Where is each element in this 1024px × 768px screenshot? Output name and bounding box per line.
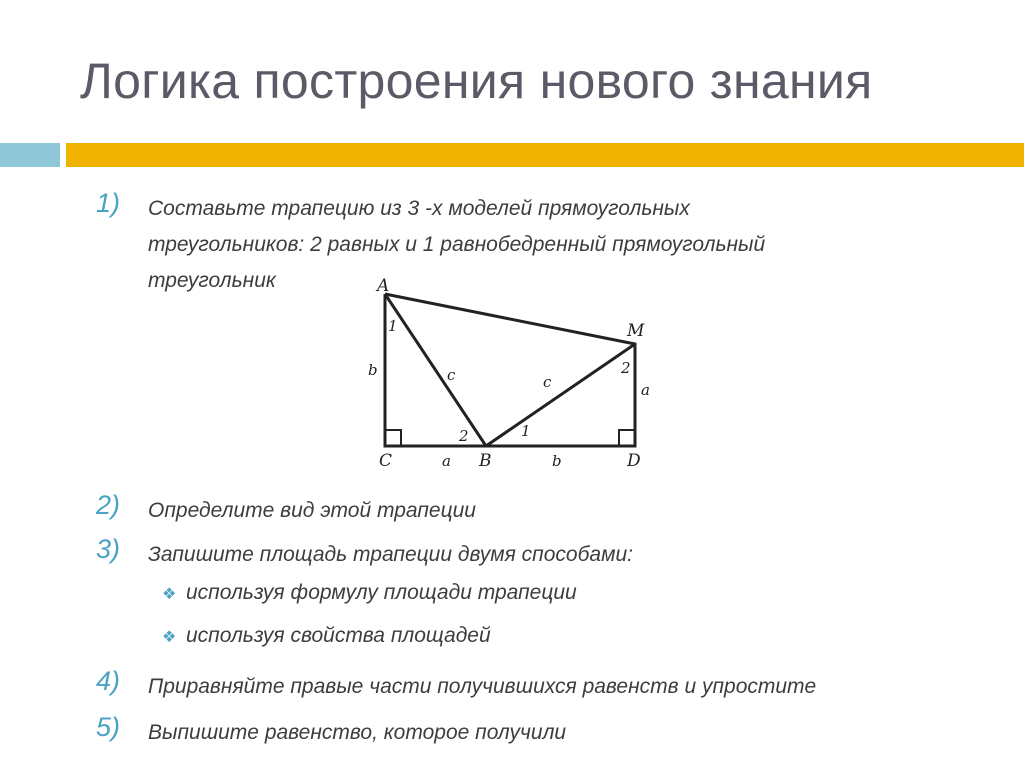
step-text-line: Определите вид этой трапеции <box>148 499 476 522</box>
step-number: 1) <box>96 188 121 218</box>
step-text-line: Приравняйте правые части получившихся равенств и упростите <box>148 675 817 698</box>
angle-label-M: 2 <box>621 359 631 377</box>
slide-title: Логика построения нового знания <box>80 53 873 109</box>
diamond-bullet-icon: ❖ <box>162 629 177 646</box>
side-label-c-left: c <box>447 366 456 384</box>
segment-BM <box>486 344 635 446</box>
step-text <box>148 669 816 705</box>
step-text-line: Составьте трапецию из 3 -х моделей прямоугольных <box>148 197 690 220</box>
point-label-B: B <box>479 451 492 471</box>
sub-bullet-text: используя формулу площади трапеции <box>186 581 577 604</box>
step-text <box>148 493 476 529</box>
diamond-bullet-icon: ❖ <box>162 586 177 603</box>
sub-bullet-text: используя свойства площадей <box>186 624 491 647</box>
side-label-c-right: c <box>543 373 552 391</box>
accent-bar-blue <box>0 143 60 167</box>
step-number: 4) <box>96 666 121 696</box>
right-angle-mark-C <box>385 430 401 446</box>
step-number: 3) <box>96 534 121 564</box>
step-text-line: треугольник <box>148 269 276 292</box>
step-text <box>148 537 633 573</box>
point-label-M: M <box>627 321 645 341</box>
trapezoid-diagram <box>355 274 675 474</box>
point-label-A: A <box>377 276 390 296</box>
segment-AB <box>385 294 486 446</box>
step-text <box>148 715 566 751</box>
step-text-line: треугольников: 2 равных и 1 равнобедренный прямоугольный <box>148 233 766 256</box>
point-label-D: D <box>627 451 641 471</box>
angle-label-A: 1 <box>388 317 398 335</box>
step-text-line: Запишите площадь трапеции двумя способами: <box>148 543 633 566</box>
side-label-a-right: a <box>641 381 650 399</box>
side-label-a-bottom: a <box>442 452 451 470</box>
step-number: 2) <box>96 490 121 520</box>
side-label-b-left: b <box>368 361 378 379</box>
angle-label-B-right: 1 <box>521 422 531 440</box>
side-label-b-bottom: b <box>552 452 562 470</box>
accent-bar-gold <box>66 143 1024 167</box>
right-angle-mark-D <box>619 430 635 446</box>
step-number: 5) <box>96 712 121 742</box>
angle-label-B-left: 2 <box>459 427 469 445</box>
point-label-C: C <box>379 451 393 471</box>
step-text-line: Выпишите равенство, которое получили <box>148 721 567 744</box>
